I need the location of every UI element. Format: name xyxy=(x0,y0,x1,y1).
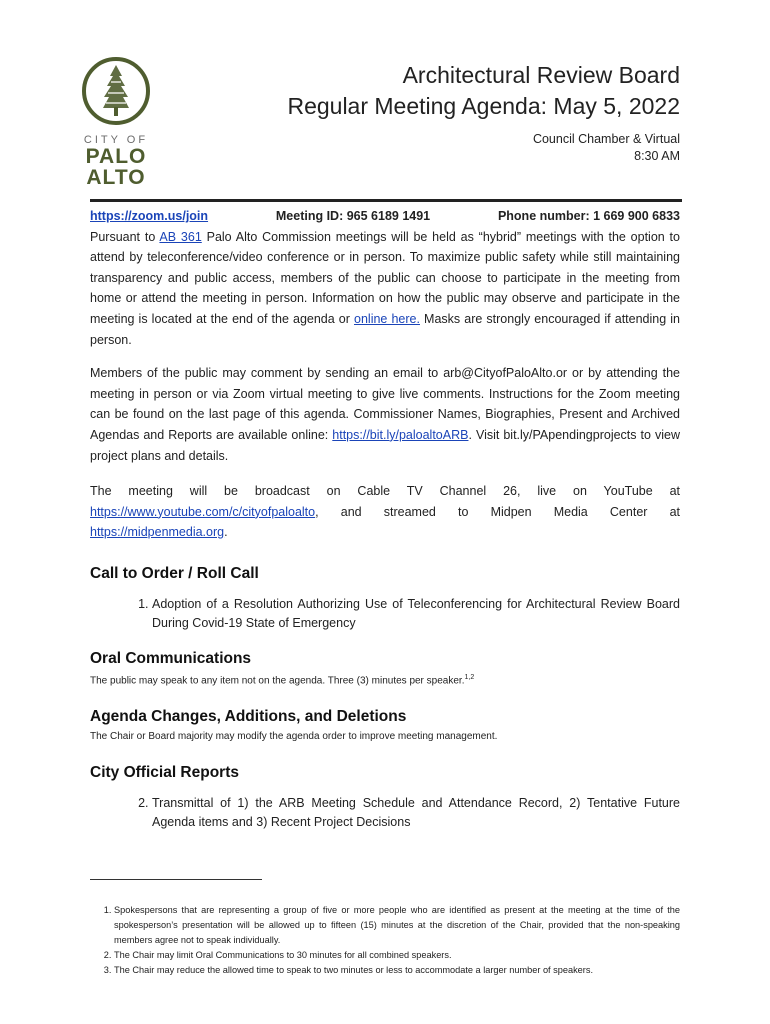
intro-paragraph xyxy=(90,227,680,351)
call-to-order-list xyxy=(90,595,680,633)
agenda-body xyxy=(90,206,680,832)
agenda-changes-heading: Agenda Changes, Additions, and Deletions xyxy=(90,708,407,726)
agenda-changes-text: The Chair or Board majority may modify the agenda order to improve meeting management. xyxy=(90,731,498,743)
tree-logo-icon xyxy=(81,56,151,126)
intro-text-pre: Pursuant to xyxy=(90,229,160,244)
broadcast-text-post: . xyxy=(224,525,228,540)
broadcast-text-mid: , and streamed to Midpen Media Center at xyxy=(315,504,680,519)
oral-communications-text xyxy=(90,671,680,688)
online-here-link[interactable]: online here. xyxy=(354,311,420,326)
oral-text: The public may speak to any item not on the agenda. Three (3) minutes per speaker. xyxy=(90,675,465,687)
call-to-order-heading: Call to Order / Roll Call xyxy=(90,564,259,582)
board-title: Architectural Review Board xyxy=(402,62,680,88)
broadcast-paragraph xyxy=(90,481,680,543)
logo-palo-text: PALO xyxy=(85,145,147,168)
meeting-venue: Council Chamber & Virtual xyxy=(532,132,680,146)
footnote-2: 2. The Chair may limit Oral Communications to 30 minutes for all combined speakers. xyxy=(114,948,680,963)
youtube-link[interactable]: https://www.youtube.com/c/cityofpaloalto xyxy=(90,504,316,519)
city-reports-list xyxy=(90,794,680,832)
logo-alto-text: ALTO xyxy=(86,166,146,189)
midpen-link[interactable]: https://midpenmedia.org xyxy=(90,525,225,540)
footnote-1: 1. Spokespersons that are representing a group of five or more people who are identified as present at the meeting at the time of the spokesperson’s presentation will be allowed up to fifteen (15) minutes at the discretion of the Chair, provided that the non-speaking members agree not to speak individually. xyxy=(114,903,680,948)
zoom-info-line xyxy=(90,206,680,227)
comment-paragraph xyxy=(90,363,680,466)
footnote-3: 3. The Chair may reduce the allowed time to speak to two minutes or less to accommodate a larger number of speakers. xyxy=(114,963,680,978)
bitly-arb-link[interactable]: https://bit.ly/paloaltoARB xyxy=(332,427,469,442)
agenda-item-1: 1. Adoption of a Resolution Authorizing Use of Teleconferencing for Architectural Review Board During Covid-19 State of Emergency xyxy=(152,595,680,633)
agenda-title: Regular Meeting Agenda: May 5, 2022 xyxy=(287,93,680,119)
city-logo xyxy=(80,56,152,188)
comment-text-post: . Visit bit.ly/PApendingprojects to view project plans and details. xyxy=(90,427,680,463)
broadcast-text-pre: The meeting will be broadcast on Cable TV Channel 26, live on YouTube at xyxy=(90,484,680,499)
meeting-id: Meeting ID: 965 6189 1491 xyxy=(275,209,431,223)
meeting-time: 8:30 AM xyxy=(634,149,680,163)
comment-text: Members of the public may comment by sending an email to arb@CityofPaloAlto.or or by attending the meeting in person or via Zoom virtual meeting to give live comments. Instructions for the Zoom meeting can be found on the last page of this agenda. Commissioner Names, Biographies, Present and Archived Agendas and Reports are available online: xyxy=(90,366,680,442)
intro-text-mid: Palo Alto Commission meetings will be held as “hybrid” meetings with the option to attend by teleconference/video conference or in person. To maximize public safety while still maintaining transparency and public access, members of the public can choose to participate in the meeting from home or attend the meeting in person. Information on how the public may observe and participate in the meeting is located at the end of the agenda or xyxy=(90,229,680,326)
agenda-header xyxy=(287,60,680,165)
intro-text-post: Masks are strongly encouraged if attending in person. xyxy=(90,311,681,347)
zoom-link[interactable]: https://zoom.us/join xyxy=(90,209,209,223)
agenda-item-2: 2. Transmittal of 1) the ARB Meeting Schedule and Attendance Record, 2) Tentative Future Agenda items and 3) Recent Project Decisions xyxy=(152,794,680,832)
header-divider xyxy=(90,199,682,202)
ab361-link[interactable]: AB 361 xyxy=(159,229,202,244)
phone-number: Phone number: 1 669 900 6833 xyxy=(497,209,680,223)
oral-communications-heading: Oral Communications xyxy=(90,649,252,667)
footnotes xyxy=(90,903,680,978)
logo-city-text: CITY OF xyxy=(83,134,149,146)
oral-footnote-ref: 1,2 xyxy=(464,674,475,682)
footnote-divider xyxy=(90,879,262,880)
city-reports-heading: City Official Reports xyxy=(90,764,239,782)
